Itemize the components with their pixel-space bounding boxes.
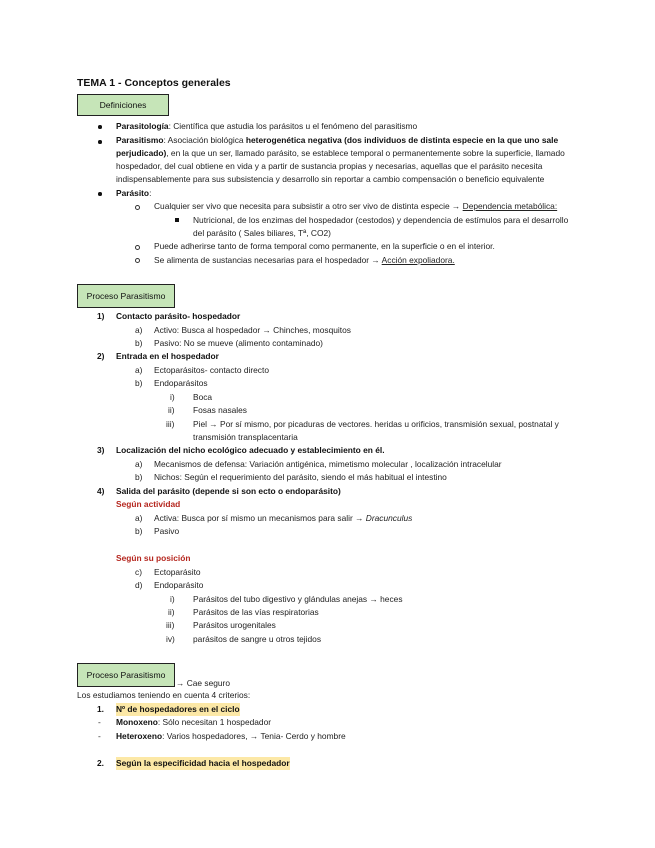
posicion-d-iii: Parásitos urogenitales bbox=[193, 620, 276, 630]
bullet bbox=[135, 245, 140, 250]
item-marker: iv) bbox=[166, 634, 175, 644]
proceso-heading-2: Entrada en el hospedador bbox=[116, 351, 219, 361]
item-marker: b) bbox=[135, 338, 143, 348]
actividad-a: Activa: Busca por sí mismo un mecanismos para salir → Dracunculus bbox=[154, 513, 413, 523]
bullet bbox=[98, 140, 102, 144]
def-parasitismo-line1: Parasitismo: Asociación biológica heterogenética negativa (dos individuos de distinta especie en la que uno sale bbox=[116, 135, 559, 145]
bullet bbox=[135, 258, 140, 263]
proceso-2b-iii-line1: Piel → Por sí mismo, por picaduras de vectores. heridas u orificios, transmisión sexual, postnatal y bbox=[193, 419, 559, 429]
item-marker: b) bbox=[135, 526, 143, 536]
def-sub1a-line2: del parásito ( Sales biliares, Tª, CO2) bbox=[193, 228, 331, 238]
item-marker: i) bbox=[170, 594, 175, 604]
section-box-definiciones: Definiciones bbox=[77, 94, 169, 116]
criterio-2: Según la especificidad hacia el hospedador bbox=[116, 757, 290, 770]
item-marker: - bbox=[98, 717, 101, 727]
item-marker: b) bbox=[135, 472, 143, 482]
section-box-proceso-2: Proceso Parasitismo bbox=[77, 663, 175, 687]
item-marker: a) bbox=[135, 325, 143, 335]
bullet bbox=[135, 205, 140, 210]
item-marker: - bbox=[98, 731, 101, 741]
proceso-heading-3: Localización del nicho ecológico adecuado y establecimiento en él. bbox=[116, 445, 385, 455]
proceso-2a: Ectoparásitos- contacto directo bbox=[154, 365, 269, 375]
proceso-1a: Activo: Busca al hospedador → Chinches, mosquitos bbox=[154, 325, 351, 335]
item-marker: c) bbox=[135, 567, 142, 577]
item-marker: a) bbox=[135, 365, 143, 375]
posicion-d-i: Parásitos del tubo digestivo y glándulas anejas → heces bbox=[193, 594, 403, 604]
actividad-b: Pasivo bbox=[154, 526, 180, 536]
subheading-segun-actividad: Según actividad bbox=[116, 499, 181, 509]
bullet bbox=[98, 192, 102, 196]
item-marker: a) bbox=[135, 459, 143, 469]
criterios-intro: Los estudiamos teniendo en cuenta 4 criterios: bbox=[77, 690, 251, 700]
item-marker: ii) bbox=[168, 607, 175, 617]
item-marker: iii) bbox=[166, 620, 175, 630]
page-title: TEMA 1 - Conceptos generales bbox=[77, 77, 231, 89]
item-marker: b) bbox=[135, 378, 143, 388]
criterio-1: Nº de hospedadores en el ciclo bbox=[116, 703, 240, 716]
cae-seguro-note: → Cae seguro bbox=[176, 678, 230, 688]
posicion-d: Endoparásito bbox=[154, 580, 204, 590]
posicion-c: Ectoparásito bbox=[154, 567, 201, 577]
item-marker: ii) bbox=[168, 405, 175, 415]
def-sub2: Puede adherirse tanto de forma temporal como permanente, en la superficie o en el interior. bbox=[154, 241, 495, 251]
def-sub1: Cualquier ser vivo que necesita para subsistir a otro ser vivo de distinta especie → Dependencia metabólica: bbox=[154, 201, 558, 211]
def-parasitismo-line2: perjudicado), en la que un ser, llamado parásito, se establece temporal o permanentemente sobre la superficie, llamado bbox=[116, 148, 565, 158]
proceso-2b-i: Boca bbox=[193, 392, 213, 402]
proceso-3b: Nichos: Según el requerimiento del parásito, siendo el más habitual el intestino bbox=[154, 472, 447, 482]
item-marker: iii) bbox=[166, 419, 175, 429]
item-marker: i) bbox=[170, 392, 175, 402]
proceso-2b-iii-line2: transmisión transplacentaria bbox=[193, 432, 298, 442]
def-sub1a-line1: Nutricional, de los enzimas del hospedador (cestodos) y dependencia de estímulos para el desarrollo bbox=[193, 215, 569, 225]
proceso-1b: Pasivo: No se mueve (alimento contaminado) bbox=[154, 338, 323, 348]
def-sub3: Se alimenta de sustancias necesarias para el hospedador → Acción expoliadora. bbox=[154, 255, 455, 265]
item-number: 1. bbox=[97, 704, 104, 714]
posicion-d-ii: Parásitos de las vías respiratorias bbox=[193, 607, 319, 617]
proceso-2b: Endoparásitos bbox=[154, 378, 208, 388]
section-box-proceso: Proceso Parasitismo bbox=[77, 284, 175, 308]
monoxeno: Monoxeno: Sólo necesitan 1 hospedador bbox=[116, 717, 272, 727]
def-parasito: Parásito: bbox=[116, 188, 152, 198]
item-number: 4) bbox=[97, 486, 105, 496]
item-number: 2) bbox=[97, 351, 105, 361]
def-parasitismo-line3: hospedador, del cual obtiene en vida y a partir de sustancia propias y necesarias, aquellas que el parásito necesita bbox=[116, 161, 543, 171]
item-marker: a) bbox=[135, 513, 143, 523]
proceso-heading-4: Salida del parásito (depende si son ecto o endoparásito) bbox=[116, 486, 341, 496]
subheading-segun-posicion: Según su posición bbox=[116, 553, 191, 563]
proceso-2b-ii: Fosas nasales bbox=[193, 405, 247, 415]
item-number: 3) bbox=[97, 445, 105, 455]
proceso-3a: Mecanismos de defensa: Variación antigénica, mimetismo molecular , localización intracelular bbox=[154, 459, 502, 469]
proceso-heading-1: Contacto parásito- hospedador bbox=[116, 311, 241, 321]
heteroxeno: Heteroxeno: Varios hospedadores, → Tenia- Cerdo y hombre bbox=[116, 731, 346, 741]
item-marker: d) bbox=[135, 580, 143, 590]
def-parasitologia: Parasitología: Científica que astudia los parásitos u el fenómeno del parasitismo bbox=[116, 121, 418, 131]
bullet bbox=[175, 218, 179, 222]
item-number: 2. bbox=[97, 758, 104, 768]
bullet bbox=[98, 125, 102, 129]
item-number: 1) bbox=[97, 311, 105, 321]
def-parasitismo-line4: indispensablemente para sus subsistencia y desarrollo sin reportar a cambio compensación o beneficio equivalente bbox=[116, 174, 545, 184]
posicion-d-iv: parásitos de sangre u otros tejidos bbox=[193, 634, 322, 644]
